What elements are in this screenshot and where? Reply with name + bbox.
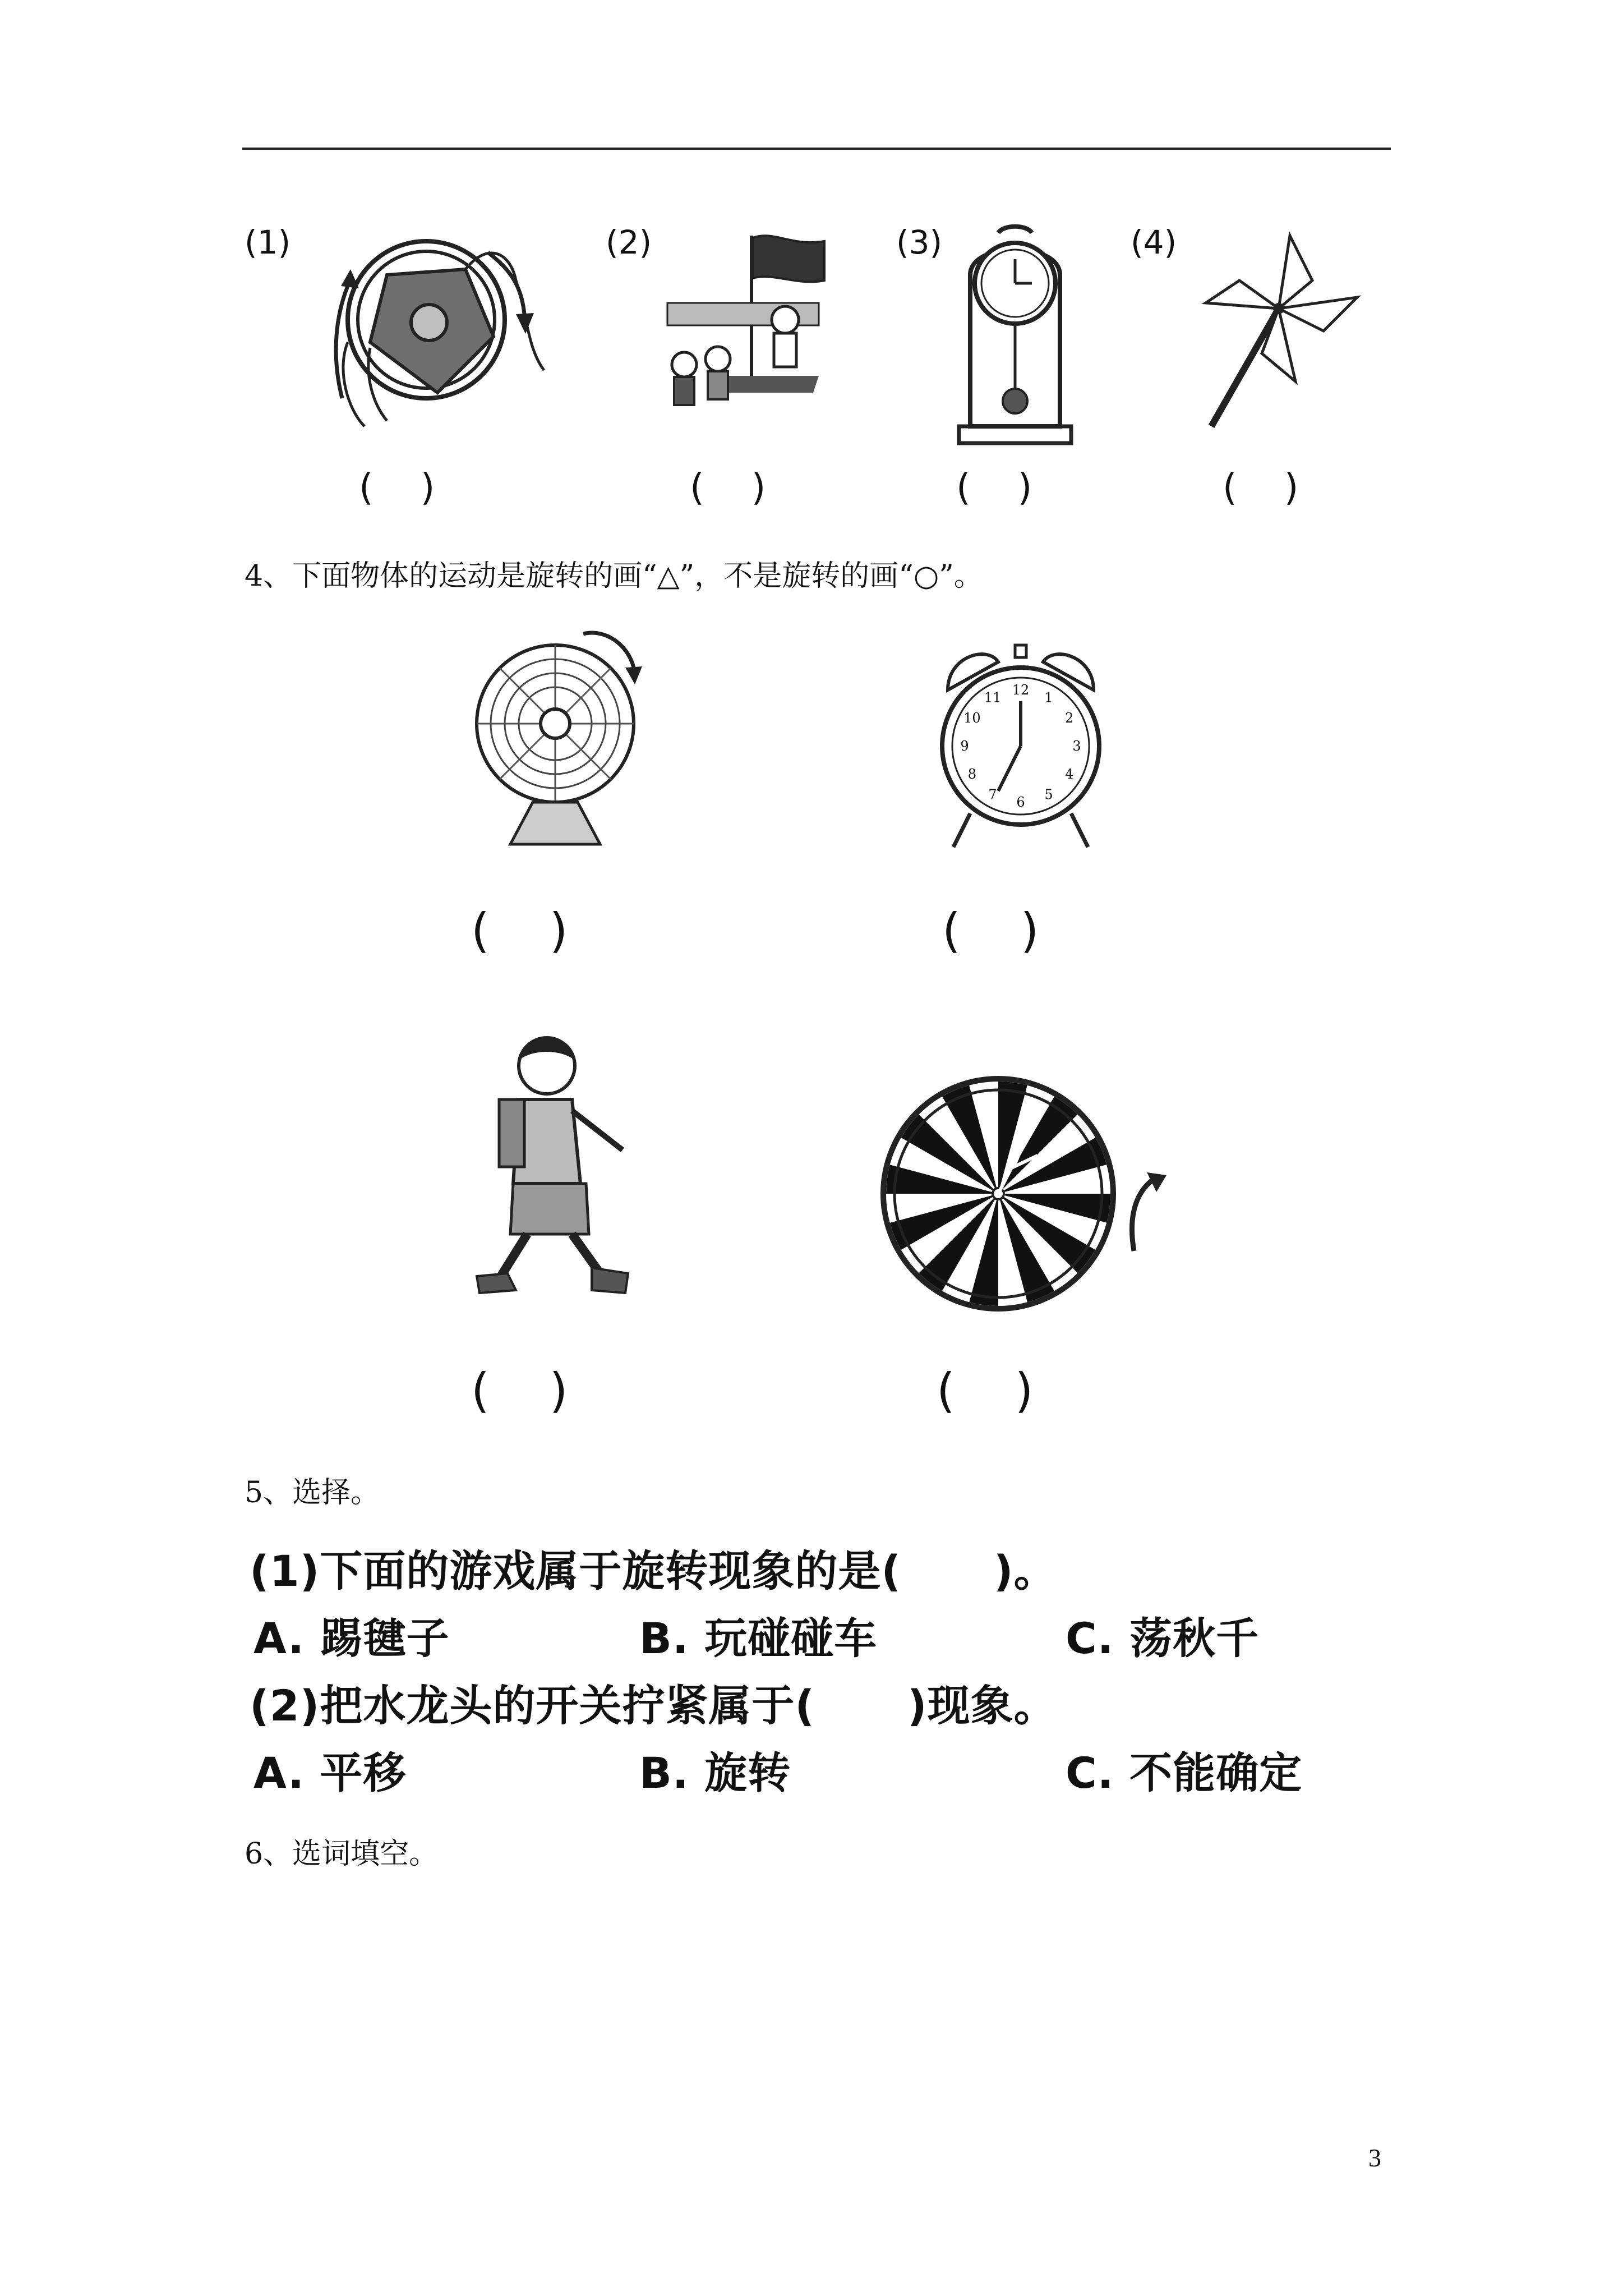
alarm-clock-numeral: 11	[984, 689, 1002, 706]
alarm-clock-numeral: 6	[1016, 794, 1025, 810]
option-5-1-a[interactable]: A. 踢毽子	[253, 1613, 450, 1663]
item-label-2: (2)	[606, 223, 652, 261]
answer-blank-walking-boy[interactable]: ( )	[471, 1363, 568, 1418]
option-5-1-c[interactable]: C. 荡秋千	[1066, 1613, 1260, 1663]
alarm-clock-icon	[937, 634, 1105, 858]
answer-blank-3[interactable]: ( )	[956, 466, 1032, 509]
question-6-title: 6、选词填空。	[245, 1837, 439, 1871]
option-5-1-b[interactable]: B. 玩碰碰车	[639, 1613, 878, 1663]
alarm-clock-numeral: 12	[1012, 682, 1030, 698]
walking-boy-icon	[465, 1027, 634, 1307]
alarm-clock-numeral: 9	[960, 738, 969, 754]
item-label-4: (4)	[1131, 223, 1177, 261]
steering-wheel-icon	[325, 230, 561, 438]
alarm-clock-numeral: 3	[1072, 738, 1081, 754]
alarm-clock-numeral: 5	[1044, 786, 1053, 803]
prize-wheel-icon	[875, 1066, 1189, 1324]
alarm-clock-numeral: 1	[1044, 689, 1053, 706]
answer-blank-1[interactable]: ( )	[359, 466, 435, 509]
question-5-2-text: (2)把水龙头的开关拧紧属于( )现象。	[250, 1681, 1057, 1731]
alarm-clock-numeral: 4	[1064, 766, 1074, 782]
item-label-1: (1)	[245, 223, 291, 261]
pendulum-clock-icon	[948, 224, 1082, 449]
item-label-3: (3)	[896, 223, 943, 261]
answer-blank-4[interactable]: ( )	[1223, 466, 1299, 509]
answer-blank-prize-wheel[interactable]: ( )	[937, 1363, 1034, 1418]
answer-blank-fan[interactable]: ( )	[471, 903, 568, 958]
pinwheel-icon	[1200, 224, 1368, 438]
alarm-clock-numeral: 2	[1064, 710, 1074, 726]
question-5-title: 5、选择。	[245, 1476, 380, 1510]
alarm-clock-numeral: 10	[963, 710, 981, 726]
alarm-clock-numeral: 8	[967, 766, 977, 782]
question-5-1-text: (1)下面的游戏属于旋转现象的是( )。	[250, 1546, 1057, 1596]
flag-raising-icon	[662, 224, 841, 426]
answer-blank-alarm-clock[interactable]: ( )	[942, 903, 1039, 958]
header-rule	[242, 148, 1391, 150]
option-5-2-c[interactable]: C. 不能确定	[1066, 1748, 1303, 1798]
electric-fan-icon	[471, 623, 651, 858]
option-5-2-a[interactable]: A. 平移	[253, 1748, 407, 1798]
option-5-2-b[interactable]: B. 旋转	[639, 1748, 791, 1798]
page-number: 3	[1368, 2143, 1381, 2172]
answer-blank-2[interactable]: ( )	[690, 466, 766, 509]
alarm-clock-numeral: 7	[988, 786, 997, 803]
question-4-text: 4、下面物体的运动是旋转的画“△”，不是旋转的画“○”。	[245, 559, 983, 593]
